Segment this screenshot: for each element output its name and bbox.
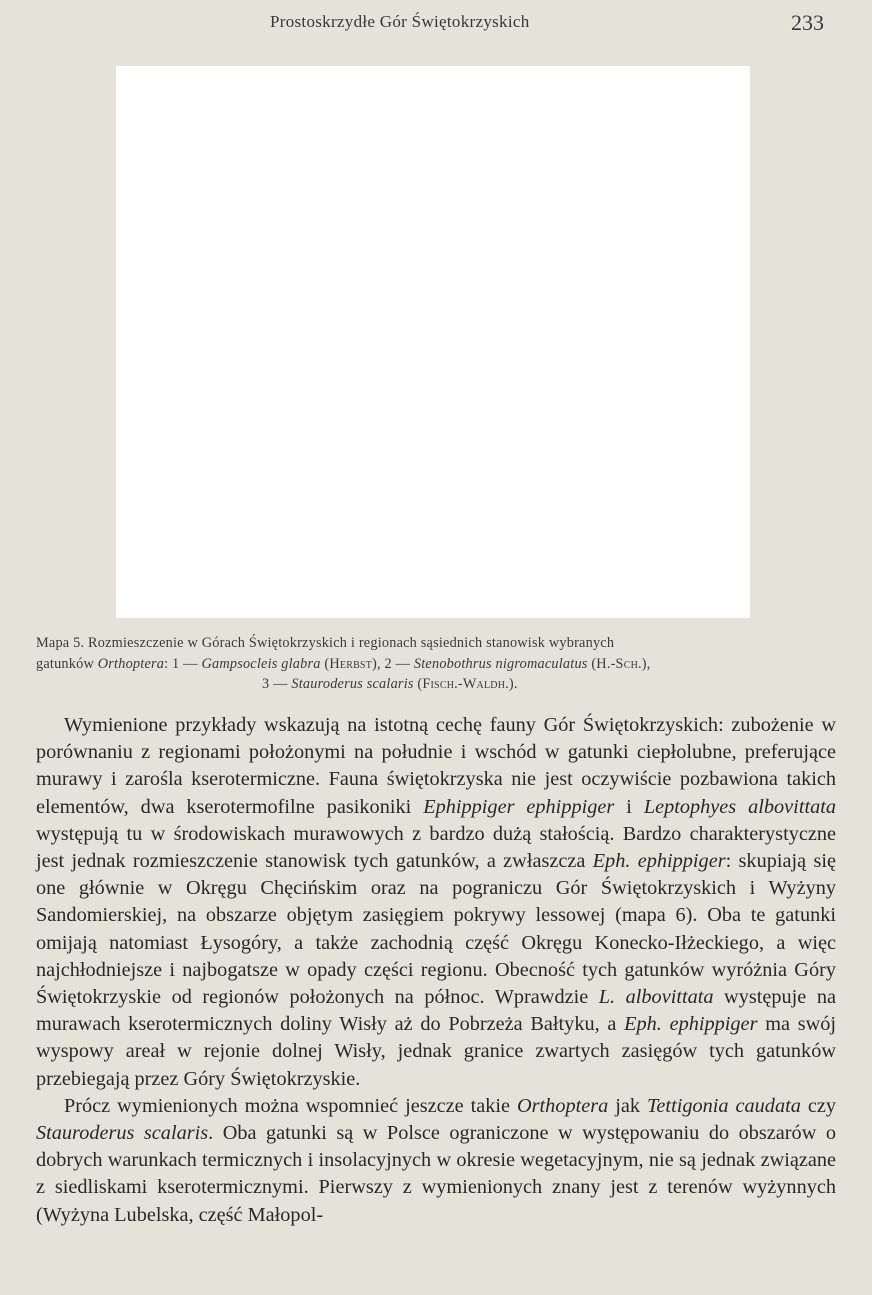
text-run: . Oba gatunki są w Polsce ograniczone w występowaniu do obszarów o dobrych warunkach termicznych i insolacyjnych w okresie wegetacyjnym, nie są jednak związane z siedliskami kserotermicznymi. Pierwszy z wymienionych znany jest z terenów wyżynnych (Wyżyna Lubelska, część Małopol- (36, 1122, 836, 1226)
text-run: jak (608, 1094, 648, 1117)
text-run: występuje na murawach kserotermicznych doliny Wisły aż do Pobrzeża Bałtyku, a (36, 986, 836, 1036)
page-number: 233 (791, 10, 824, 35)
text-run: : skupiają się one głównie w Okręgu Chęcińskim oraz na pograniczu Gór Świętokrzyskich i Wyżyny Sandomierskiej, na obszarze objętym zasięgiem pokrywy lessowej (mapa 6). Oba te gatunki omijają natomiast Łysogóry, a także zachodnią część Okręgu Konecko-Iłżeckiego, a więc najchłodniejsze i najbogatsze w opady części regionu. Obecność tych gatunków wyróżnia Góry Świętokrzyskie od regionów położonych na północ. Wprawdzie (36, 850, 836, 1009)
caption-line-2 (36, 654, 836, 675)
species-name: Eph. ephippiger (624, 1013, 758, 1036)
text-run: występują tu w środowiskach murawowych z bardzo dużą stałością. Bardzo charakterystyczne jest jednak rozmieszczenie stanowisk tych gatunków, a zwłaszcza (36, 822, 836, 873)
running-title: Prostoskrzydłe Gór Świętokrzyskich (270, 12, 530, 31)
taxon-name: Orthoptera (97, 655, 165, 672)
caption-author: (H.-Sch.), (587, 655, 651, 672)
text-run: ma swój wyspowy areał w rejonie dolnej Wisły, jednak granice zwartych zasięgów tych gatunków przebiegają przez Góry Świętokrzyskie. (36, 1013, 837, 1090)
caption-text: Mapa 5. Rozmieszczenie w Górach Świętokrzyskich i regionach sąsiednich stanowisk wybranych (36, 635, 615, 651)
paragraph-1 (36, 712, 836, 1093)
body-text (36, 712, 836, 1229)
caption-author: (Fisch.-Waldh.). (413, 676, 518, 692)
caption-author: (Herbst), 2 — (320, 655, 414, 672)
text-run: Prócz wymienionych można wspomnieć jeszcze takie (64, 1094, 517, 1117)
caption-text: : 1 — (164, 655, 202, 672)
species-name: Tettigonia caudata (647, 1094, 801, 1117)
species-name: Stauroderus scalaris (36, 1122, 209, 1145)
caption-text: gatunków (36, 655, 98, 672)
taxon-name: Orthoptera (517, 1094, 609, 1117)
paragraph-2 (36, 1093, 836, 1229)
species-name: Stenobothrus nigromaculatus (413, 655, 588, 672)
text-run: Wymienione przykłady wskazują na istotną cechę fauny Gór Świętokrzyskich: zubożenie w porównaniu z regionami położonymi na południe i wschód w gatunki ciepłolubne, preferujące murawy i zarośla kserotermiczne. Fauna świętokrzyska nie jest oczywiście pozbawiona takich elementów, dwa kserotermofilne pasikoniki (36, 714, 836, 818)
text-run: i (614, 795, 644, 818)
species-name: L. albovittata (598, 986, 714, 1009)
caption-line-1 (36, 633, 836, 654)
map-caption (36, 633, 836, 695)
page-header (0, 10, 872, 38)
species-name: Gampsocleis glabra (201, 655, 321, 672)
text-run: czy (800, 1094, 836, 1117)
species-name: Eph. ephippiger (592, 850, 726, 873)
map-figure (116, 66, 750, 618)
caption-line-3 (36, 674, 836, 695)
caption-text: 3 — (262, 676, 292, 692)
species-name: Ephippiger ephippiger (423, 795, 615, 818)
species-name: Leptophyes albovittata (643, 795, 837, 818)
species-name: Stauroderus scalaris (291, 676, 414, 692)
